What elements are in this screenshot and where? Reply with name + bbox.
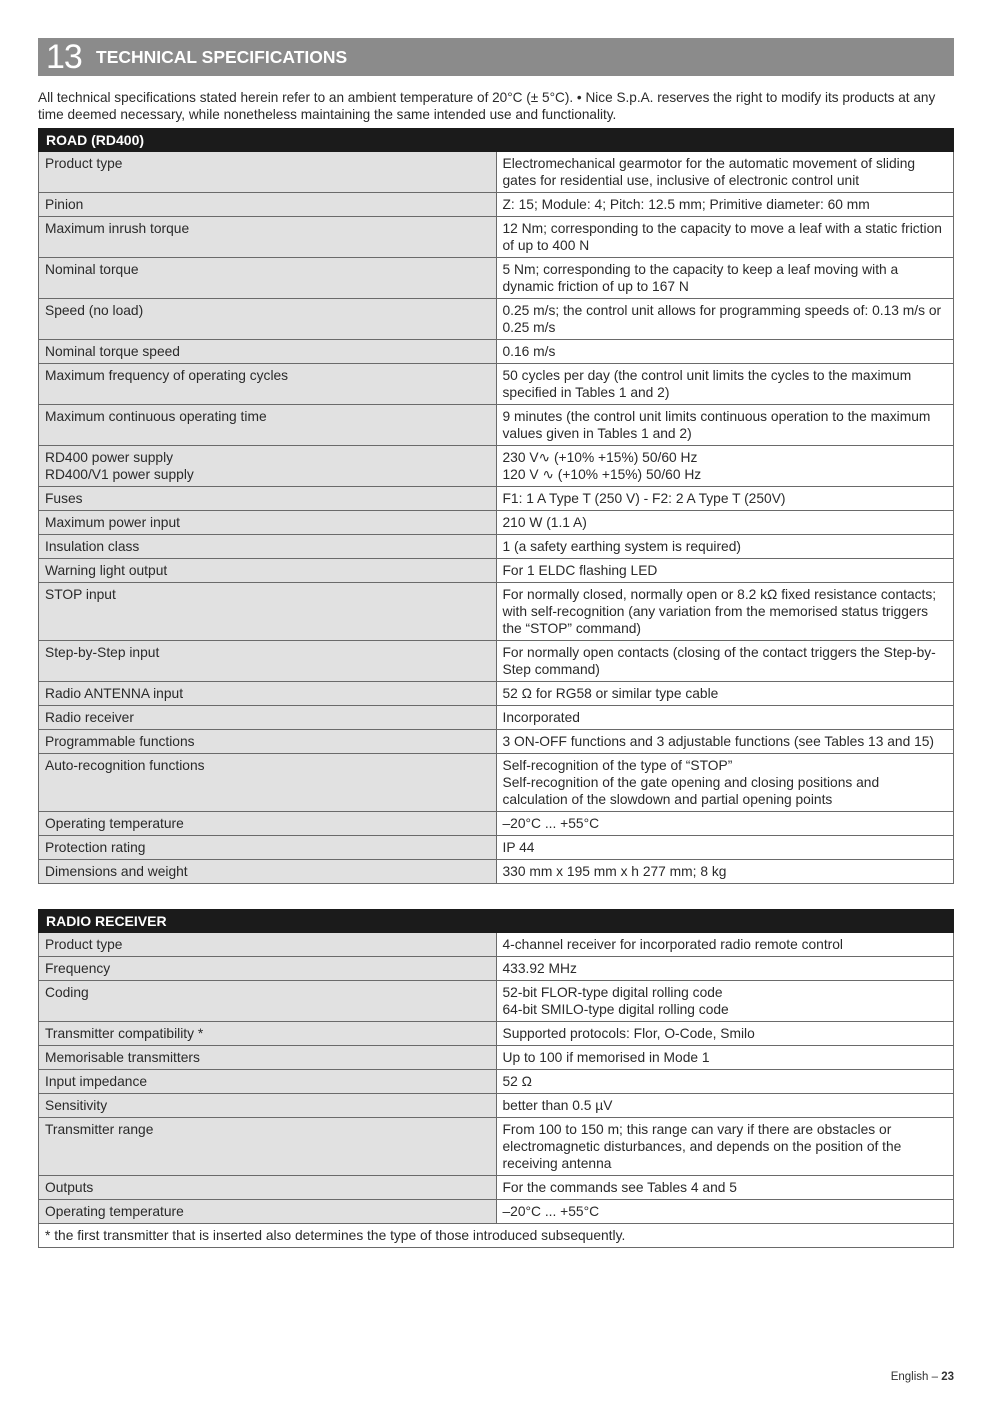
table-row [39,1118,954,1176]
spec-value-line: 210 W (1.1 A) [502,515,587,530]
table-row [39,364,954,405]
table-row [39,981,954,1022]
spec-value [496,933,954,957]
spec-value [496,258,954,299]
spec-label-line: Product type [45,156,123,171]
spec-value [496,299,954,340]
spec-value [496,860,954,884]
spec-value-line: 4-channel receiver for incorporated radio remote control [502,937,843,952]
spec-value [496,1118,954,1176]
spec-value [496,364,954,405]
page-footer [891,1371,954,1383]
table-row [39,860,954,884]
table-row [39,730,954,754]
spec-label [39,1070,497,1094]
spec-label-line: RD400/V1 power supply [45,467,194,482]
spec-label [39,299,497,340]
spec-label [39,193,497,217]
spec-label [39,511,497,535]
spec-value-line: 120 V ∿ (+10% +15%) 50/60 Hz [502,467,702,482]
spec-value-line: 230 V∿ (+10% +15%) 50/60 Hz [502,450,698,465]
spec-label-line: Memorisable transmitters [45,1050,200,1065]
spec-value [496,405,954,446]
spec-value-line: Up to 100 if memorised in Mode 1 [502,1050,710,1065]
table-row [39,1200,954,1224]
spec-value [496,682,954,706]
table-row [39,1094,954,1118]
spec-value-line: 9 minutes (the control unit limits continuous operation to the maximum values given in Tables 1 and 2) [502,409,931,441]
spec-value [496,1046,954,1070]
spec-value-line: Electromechanical gearmotor for the automatic movement of sliding gates for residential use, inclusive of electronic control unit [502,156,916,188]
spec-value-line: For the commands see Tables 4 and 5 [502,1180,737,1195]
spec-label [39,812,497,836]
table-row [39,152,954,193]
spec-label-line: Maximum frequency of operating cycles [45,368,289,383]
spec-value [496,706,954,730]
spec-label [39,730,497,754]
footer-language: English – [890,1371,938,1383]
spec-value-line: For normally open contacts (closing of the contact triggers the Step-by-Step command) [502,645,936,677]
table-row [39,836,954,860]
spec-label [39,364,497,405]
spec-value [496,583,954,641]
table-row [39,641,954,682]
spec-label-line: Frequency [45,961,111,976]
spec-value-line: Self-recognition of the gate opening and closing positions and calculation of the slowdown and partial opening points [502,775,880,807]
spec-label [39,957,497,981]
spec-value-line: 52 Ω [502,1074,532,1089]
spec-label-line: Speed (no load) [45,303,144,318]
spec-label-line: Auto-recognition functions [45,758,205,773]
table-row [39,511,954,535]
table-footnote: * the first transmitter that is inserted also determines the type of those introduced subsequently. [39,1224,954,1248]
spec-label [39,446,497,487]
spec-value [496,446,954,487]
spec-value-line: better than 0.5 µV [502,1098,613,1113]
table-row [39,405,954,446]
spec-value [496,511,954,535]
spec-label-line: Insulation class [45,539,140,554]
table-row [39,340,954,364]
table-row [39,583,954,641]
page [38,38,954,1248]
spec-label-line: Nominal torque [45,262,139,277]
spec-value-line: Supported protocols: Flor, O-Code, Smilo [502,1026,755,1041]
spec-value-line: Incorporated [502,710,580,725]
spec-label [39,1176,497,1200]
spec-value-line: 50 cycles per day (the control unit limits the cycles to the maximum specified in Tables 1 and 2) [502,368,912,400]
spec-value [496,535,954,559]
spec-label-line: Programmable functions [45,734,195,749]
spec-value [496,152,954,193]
spec-value-line: –20°C ... +55°C [502,1204,600,1219]
spec-label-line: Pinion [45,197,84,212]
spec-label [39,340,497,364]
spec-label [39,1118,497,1176]
spec-label [39,706,497,730]
spec-label-line: Outputs [45,1180,94,1195]
spec-label [39,1094,497,1118]
spec-value-line: 433.92 MHz [502,961,577,976]
spec-value-line: Self-recognition of the type of “STOP” [502,758,733,773]
spec-value-line: F1: 1 A Type T (250 V) - F2: 2 A Type T (250V) [502,491,786,506]
spec-label-line: Sensitivity [45,1098,108,1113]
spec-value [496,836,954,860]
spec-value [496,981,954,1022]
spec-label [39,860,497,884]
table-row [39,706,954,730]
spec-label-line: Operating temperature [45,1204,184,1219]
table-row [39,535,954,559]
spec-label [39,1200,497,1224]
section-number: 13 [46,38,82,76]
spec-value [496,1022,954,1046]
spec-label-line: Step-by-Step input [45,645,160,660]
spec-label-line: Transmitter range [45,1122,154,1137]
table-header-row [39,910,954,933]
spec-value-line: From 100 to 150 m; this range can vary if there are obstacles or electromagnetic disturbances, and depends on the position of the receiving antenna [502,1122,902,1171]
spec-label-line: Transmitter compatibility * [45,1026,204,1041]
spec-label-line: Radio ANTENNA input [45,686,184,701]
spec-value-line: 0.16 m/s [502,344,556,359]
spec-label-line: Dimensions and weight [45,864,188,879]
spec-label [39,152,497,193]
spec-value [496,1200,954,1224]
table-row [39,1022,954,1046]
spec-label-line: Fuses [45,491,83,506]
spec-label [39,405,497,446]
spec-value [496,217,954,258]
spec-value [496,193,954,217]
table-title: RADIO RECEIVER [39,910,954,933]
table-title: ROAD (RD400) [39,129,954,152]
spec-label [39,754,497,812]
spec-label [39,487,497,511]
section-title: TECHNICAL SPECIFICATIONS [96,46,348,67]
spec-label [39,583,497,641]
spec-label-line: Maximum inrush torque [45,221,190,236]
spec-label [39,258,497,299]
spec-value-line: For 1 ELDC flashing LED [502,563,658,578]
spec-label-line: Warning light output [45,563,168,578]
table-row [39,933,954,957]
spec-label [39,836,497,860]
spec-value-line: 52-bit FLOR-type digital rolling code [502,985,723,1000]
table-row [39,812,954,836]
spec-label-line: Input impedance [45,1074,148,1089]
table-row [39,1046,954,1070]
spec-value-line: 3 ON-OFF functions and 3 adjustable functions (see Tables 13 and 15) [502,734,935,749]
spec-label [39,1046,497,1070]
spec-value-line: 12 Nm; corresponding to the capacity to move a leaf with a static friction of up to 400 N [502,221,942,253]
spec-label [39,981,497,1022]
table-row [39,487,954,511]
intro-paragraph: All technical specifications stated herein refer to an ambient temperature of 20°C (± 5°C). • Nice S.p.A. reserves the right to modify its products at any time deemed necessary, while nonetheless maintaining the same intended use and functionality. [38,90,936,122]
table-road [38,128,954,884]
spec-label [39,559,497,583]
table-note-row [39,1224,954,1248]
section-header [38,38,954,76]
table-row [39,258,954,299]
spec-value-line: 330 mm x 195 mm x h 277 mm; 8 kg [502,864,727,879]
table-row [39,299,954,340]
spec-label [39,1022,497,1046]
spec-value-line: 1 (a safety earthing system is required) [502,539,741,554]
spec-value-line: Z: 15; Module: 4; Pitch: 12.5 mm; Primitive diameter: 60 mm [502,197,870,212]
spec-value [496,812,954,836]
spec-value [496,487,954,511]
spec-label-line: Maximum power input [45,515,180,530]
table-row [39,754,954,812]
spec-label [39,641,497,682]
spec-label-line: Protection rating [45,840,146,855]
table-row [39,559,954,583]
spec-value-line: IP 44 [502,840,535,855]
spec-value [496,559,954,583]
table-row [39,217,954,258]
spec-value [496,754,954,812]
table-header-row [39,129,954,152]
table-radio [38,909,954,1248]
spec-value [496,340,954,364]
spec-value-line: 52 Ω for RG58 or similar type cable [502,686,719,701]
table-row [39,957,954,981]
spec-tables [38,128,954,1248]
spec-value-line: –20°C ... +55°C [502,816,600,831]
spec-value [496,957,954,981]
spec-label-line: Operating temperature [45,816,184,831]
table-row [39,682,954,706]
spec-value [496,1070,954,1094]
spec-value [496,641,954,682]
spec-label [39,682,497,706]
spec-value-line: 0.25 m/s; the control unit allows for programming speeds of: 0.13 m/s or 0.25 m/s [502,303,942,335]
page-number: 23 [941,1371,954,1383]
spec-label [39,217,497,258]
spec-value-line: 5 Nm; corresponding to the capacity to keep a leaf moving with a dynamic friction of up to 167 N [502,262,899,294]
spec-label-line: STOP input [45,587,116,602]
spec-label-line: RD400 power supply [45,450,174,465]
table-row [39,1176,954,1200]
spec-label-line: Maximum continuous operating time [45,409,267,424]
spec-label [39,535,497,559]
table-row [39,1070,954,1094]
spec-value-line: 64-bit SMILO-type digital rolling code [502,1002,729,1017]
spec-label-line: Coding [45,985,89,1000]
table-row [39,446,954,487]
spec-label-line: Nominal torque speed [45,344,180,359]
spec-label-line: Product type [45,937,123,952]
spec-value-line: For normally closed, normally open or 8.2 kΩ fixed resistance contacts; with self-recognition (any variation from the memorised status triggers the “STOP” command) [502,587,937,636]
spec-value [496,1176,954,1200]
spec-value [496,730,954,754]
spec-label-line: Radio receiver [45,710,134,725]
spec-value [496,1094,954,1118]
spec-label [39,933,497,957]
table-row [39,193,954,217]
